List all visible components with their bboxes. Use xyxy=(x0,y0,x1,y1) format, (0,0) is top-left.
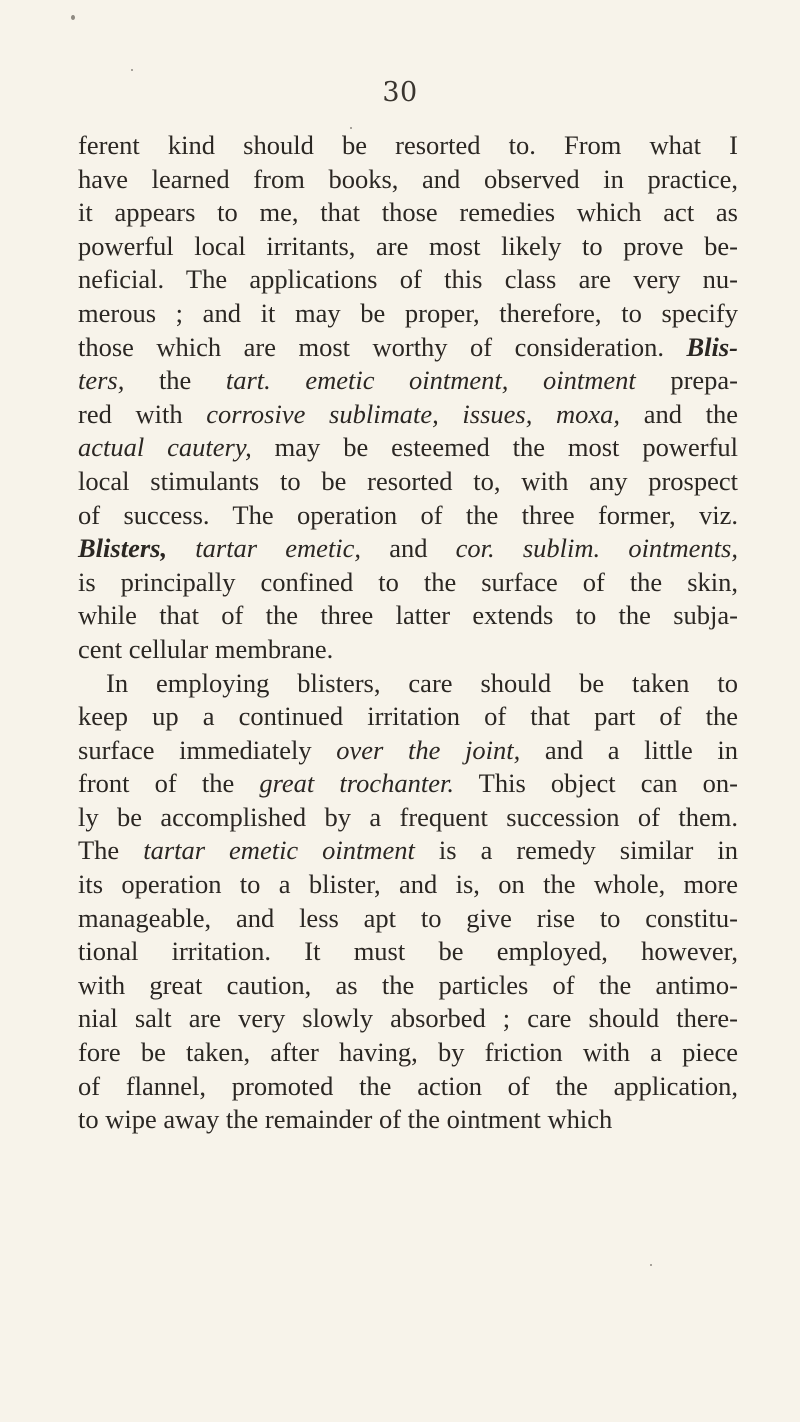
text-run: is principally confined to the surface of the skin, xyxy=(78,566,738,597)
text-line xyxy=(78,163,738,197)
text-run: the xyxy=(124,365,226,396)
emphasized-text-run: ointment xyxy=(543,365,636,396)
emphasized-text-run: Blisters, xyxy=(78,533,168,564)
text-run: and a little in xyxy=(520,734,738,765)
text-line xyxy=(78,1103,738,1137)
page-text xyxy=(78,129,738,1137)
text-line xyxy=(78,129,738,163)
text-line xyxy=(78,700,738,734)
text-line xyxy=(78,532,738,566)
text-line xyxy=(78,566,738,600)
page-number: 30 xyxy=(382,77,418,108)
text-run: manageable, and less apt to give rise to constitu- xyxy=(78,902,738,933)
text-line xyxy=(78,499,738,533)
text-line xyxy=(78,834,738,868)
text-run: and xyxy=(361,533,456,564)
text-run: neficial. The applications of this class are very nu- xyxy=(78,264,738,295)
text-run xyxy=(508,365,543,395)
text-line xyxy=(78,935,738,969)
text-line xyxy=(78,431,738,465)
text-line xyxy=(78,230,738,264)
text-run: In employing blisters, care should be taken to xyxy=(106,667,738,698)
text-run: and the xyxy=(620,398,739,429)
text-run: tional irritation. It must be employed, however, xyxy=(78,936,738,967)
text-line xyxy=(78,767,738,801)
text-line xyxy=(78,969,738,1003)
text-line xyxy=(78,599,738,633)
text-run: it appears to me, that those remedies which act as xyxy=(78,197,738,228)
text-line xyxy=(78,734,738,768)
emphasized-text-run: cor. sublim. ointments, xyxy=(455,533,738,564)
paper-speck xyxy=(650,1264,652,1266)
text-line xyxy=(78,633,738,667)
text-line xyxy=(78,902,738,936)
text-line xyxy=(78,398,738,432)
text-run: while that of the three latter extends to the subja- xyxy=(78,600,738,631)
text-run: of flannel, promoted the action of the application, xyxy=(78,1070,738,1101)
text-run: prepa- xyxy=(635,365,738,396)
text-line xyxy=(78,1002,738,1036)
paper-speck xyxy=(131,69,133,71)
emphasized-text-run: actual cautery, xyxy=(78,432,252,463)
text-run: surface immediately xyxy=(78,734,337,765)
emphasized-text-run: issues, xyxy=(462,398,533,429)
text-line xyxy=(78,868,738,902)
text-line xyxy=(78,667,738,701)
paper-speck xyxy=(350,127,352,129)
text-run: nial salt are very slowly absorbed ; care should there- xyxy=(78,1003,738,1034)
text-run: its operation to a blister, and is, on the whole, more xyxy=(78,869,738,900)
text-line xyxy=(78,196,738,230)
text-run: ferent kind should be resorted to. From what I xyxy=(78,130,738,160)
text-run: with great caution, as the particles of the antimo- xyxy=(78,969,738,1000)
text-line xyxy=(78,297,738,331)
text-run: is a remedy similar in xyxy=(414,835,738,866)
text-run: This object can on- xyxy=(454,768,738,799)
emphasized-text-run: over the joint, xyxy=(336,734,521,765)
text-run: front of the xyxy=(78,768,260,799)
text-line xyxy=(78,1036,738,1070)
text-line xyxy=(78,263,738,297)
text-run: to wipe away the remainder of the ointment which xyxy=(78,1104,613,1135)
text-run xyxy=(167,533,195,563)
emphasized-text-run: tart. emetic ointment, xyxy=(225,365,509,396)
emphasized-text-run: moxa, xyxy=(556,398,621,429)
text-run: merous ; and it may be proper, therefore, to specify xyxy=(78,297,738,328)
text-run: fore be taken, after having, by friction with a piece xyxy=(78,1037,738,1068)
text-run: cent cellular membrane. xyxy=(78,633,334,664)
text-run: powerful local irritants, are most likely to prove be- xyxy=(78,230,738,261)
text-line xyxy=(78,1070,738,1104)
text-line xyxy=(78,801,738,835)
emphasized-text-run: ters, xyxy=(78,365,125,396)
text-run: local stimulants to be resorted to, with any prospect xyxy=(78,465,738,496)
text-run: red with xyxy=(78,398,207,429)
text-run: ly be accomplished by a frequent succession of them. xyxy=(78,801,738,832)
text-run xyxy=(532,399,556,429)
text-line xyxy=(78,364,738,398)
text-line xyxy=(78,331,738,365)
text-run: have learned from books, and observed in practice, xyxy=(78,163,738,194)
text-run: those which are most worthy of consideration. xyxy=(78,331,687,362)
text-run: may be esteemed the most powerful xyxy=(251,432,738,463)
text-run: keep up a continued irritation of that part of the xyxy=(78,701,738,732)
text-line xyxy=(78,465,738,499)
emphasized-text-run: tartar emetic, xyxy=(195,533,362,564)
text-run: of success. The operation of the three former, viz. xyxy=(78,499,738,530)
emphasized-text-run: great trochanter. xyxy=(259,768,455,799)
emphasized-text-run: Blis- xyxy=(686,331,738,362)
emphasized-text-run: tartar emetic ointment xyxy=(143,835,415,866)
text-run: The xyxy=(78,835,144,866)
emphasized-text-run: corrosive sublimate, xyxy=(206,398,439,429)
text-run xyxy=(439,399,463,429)
paper-speck xyxy=(71,15,75,20)
